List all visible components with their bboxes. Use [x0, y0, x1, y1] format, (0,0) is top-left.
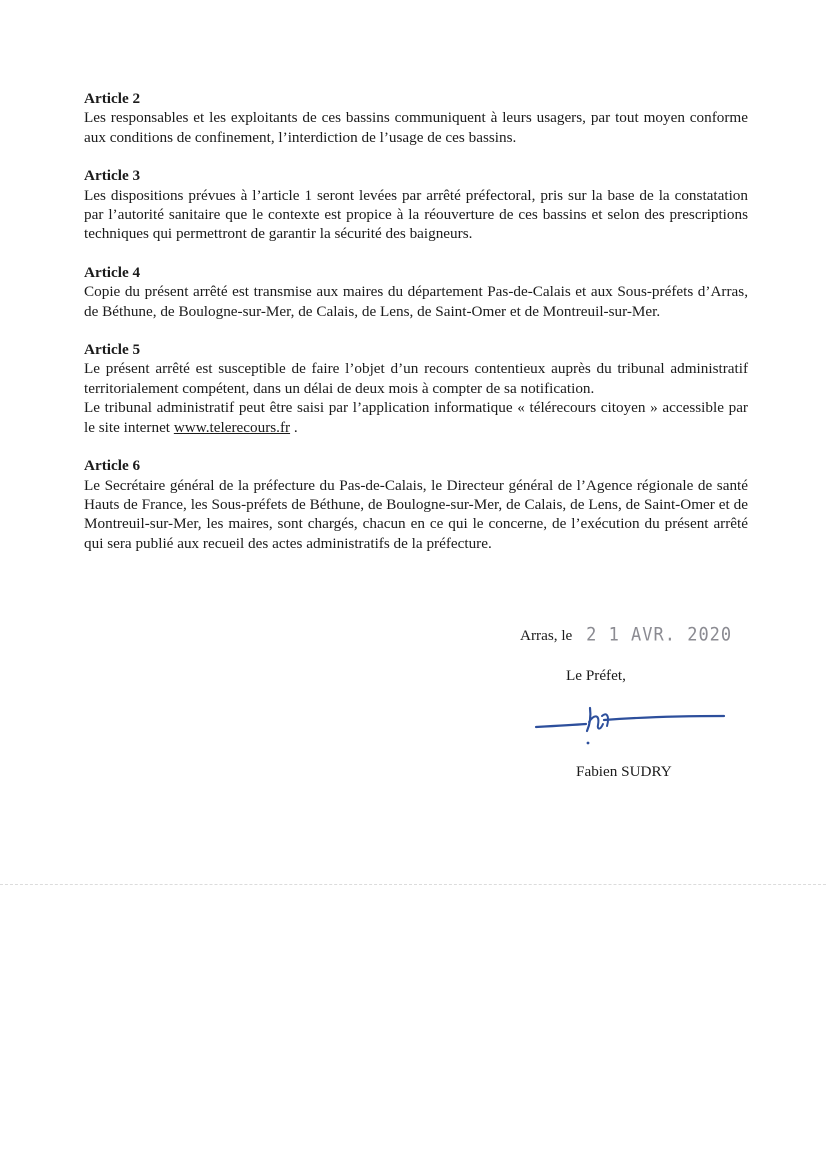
handwritten-signature-icon — [534, 698, 730, 748]
paragraph-text: Le tribunal administratif peut être saisi par l’application informatique « télérecours citoyen » accessible par le site internet — [84, 399, 748, 436]
date-stamp: 2 1 AVR. 2020 — [586, 624, 733, 646]
article-paragraph-with-link — [84, 398, 748, 437]
article-6 — [84, 456, 748, 553]
article-3 — [84, 166, 748, 244]
article-title: Article 5 — [84, 341, 141, 359]
article-4 — [84, 263, 748, 321]
place-label: Arras, le — [520, 627, 573, 644]
article-title: Article 4 — [84, 263, 141, 281]
signer-name: Fabien SUDRY — [576, 763, 672, 780]
article-paragraph: Le présent arrêté est susceptible de faire l’objet d’un recours contentieux auprès du tribunal administratif territorialement compétent, dans un délai de deux mois à compter de sa notification. — [84, 360, 748, 397]
article-title: Article 2 — [84, 90, 141, 107]
article-2 — [84, 89, 748, 147]
article-paragraph: Le Secrétaire général de la préfecture du Pas-de-Calais, le Directeur général de l’Agence régionale de santé Hauts de France, les Sous-préfets de Béthune, de Boulogne-sur-Mer, de Calais, de Lens, de Saint-Omer et de Montreuil-sur-Mer, les maires, sont chargés, chacun en ce qui le concerne, de l’exécution du présent arrêté qui sera publié aux recueil des actes administratifs de la préfecture. — [84, 476, 748, 552]
articles-body — [84, 89, 748, 572]
paragraph-text: . — [290, 418, 298, 436]
article-paragraph: Copie du présent arrêté est transmise aux maires du département Pas-de-Calais et aux Sous-préfets d’Arras, de Béthune, de Boulogne-sur-Mer, de Calais, de Lens, de Saint-Omer et de Montreuil-sur-Mer. — [84, 283, 748, 320]
article-paragraph: Les dispositions prévues à l’article 1 seront levées par arrêté préfectoral, pris sur la base de la constatation par l’autorité sanitaire que le contexte est propice à la réouverture de ces bassins et selon des prescriptions techniques qui permettront de garantir la sécurité des baigneurs. — [84, 186, 748, 243]
article-title: Article 3 — [84, 167, 141, 185]
article-5 — [84, 340, 748, 437]
telerecours-link[interactable]: www.telerecours.fr — [173, 418, 291, 436]
article-paragraph: Les responsables et les exploitants de ces bassins communiquent à leurs usagers, par tout moyen conforme aux conditions de confinement, l’interdiction de l’usage de ces bassins. — [84, 109, 748, 146]
article-title: Article 6 — [84, 457, 141, 475]
place-and-date — [520, 626, 732, 645]
scan-fold-line — [0, 884, 826, 885]
signer-title: Le Préfet, — [566, 667, 626, 684]
